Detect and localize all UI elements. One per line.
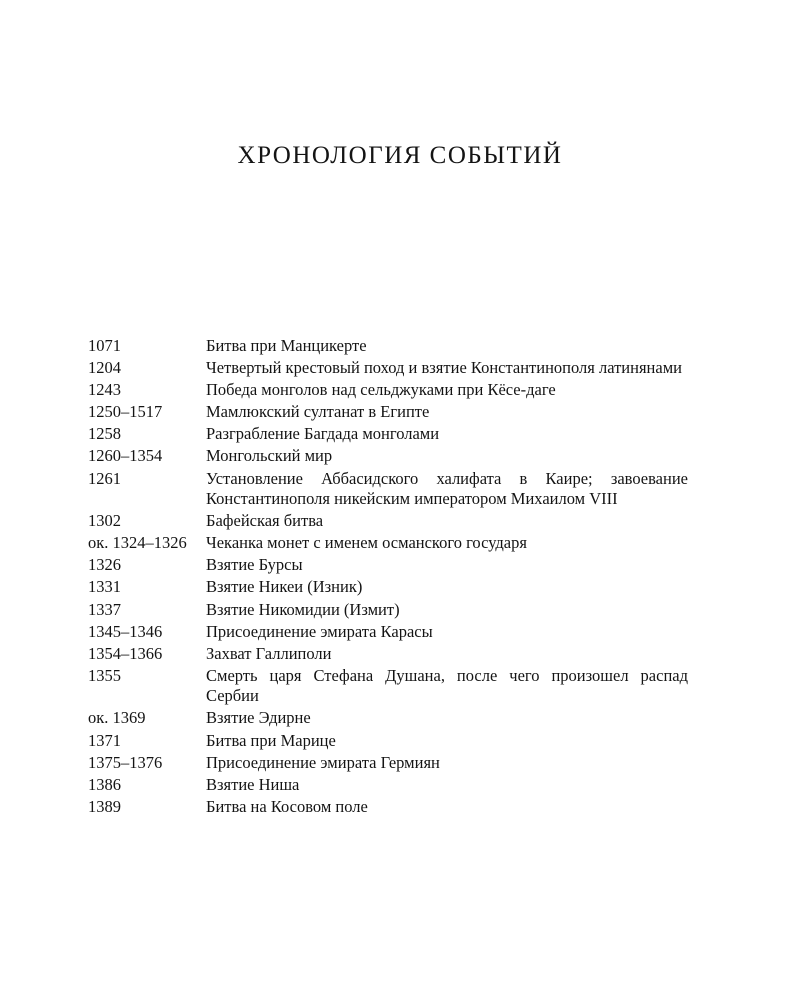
chronology-entry	[88, 402, 688, 423]
chronology-entry	[88, 731, 688, 752]
entry-event: Взятие Ниша	[206, 774, 300, 794]
entry-event: Взятие Эдирне	[206, 708, 311, 728]
entry-event: Взятие Никеи (Изник)	[206, 577, 363, 597]
entry-event: Установление Аббасидского халифата в Каире; завоевание Константинополя никейским императором Михаилом VIII	[206, 468, 688, 509]
chronology-entry	[88, 533, 688, 554]
entry-date: 1326	[88, 555, 121, 575]
chronology-entry	[88, 380, 688, 401]
entry-date: ок. 1369	[88, 708, 146, 728]
chronology-entry	[88, 644, 688, 665]
entry-event: Чеканка монет с именем османского государя	[206, 533, 527, 553]
entry-event: Бафейская битва	[206, 511, 324, 531]
chronology-entry	[88, 424, 688, 445]
entry-event: Битва при Манцикерте	[206, 336, 367, 355]
entry-event: Взятие Бурсы	[206, 555, 303, 575]
entry-date: 1258	[88, 424, 121, 444]
entry-event: Битва на Косовом поле	[206, 796, 368, 816]
chronology-entry	[88, 555, 688, 576]
entry-date: 1260–1354	[88, 446, 163, 466]
chronology-entry	[88, 577, 688, 598]
entry-date: ок. 1324–1326	[88, 533, 187, 553]
entry-event: Четвертый крестовый поход и взятие Константинополя латинянами	[206, 358, 682, 378]
entry-date: 1371	[88, 730, 121, 750]
chronology-entry	[88, 358, 688, 379]
entry-event: Захват Галлиполи	[206, 643, 332, 663]
entry-event: Присоединение эмирата Гермиян	[206, 752, 440, 772]
entry-date: 1355	[88, 665, 121, 685]
entry-date: 1302	[88, 511, 121, 531]
entry-date: 1243	[88, 380, 121, 400]
chronology-entry	[88, 666, 688, 707]
entry-date: 1204	[88, 358, 121, 378]
chronology-entry	[88, 753, 688, 774]
entry-date: 1345–1346	[88, 621, 163, 641]
chronology-entry	[88, 469, 688, 510]
entry-date: 1386	[88, 774, 121, 794]
entry-date: 1354–1366	[88, 643, 163, 663]
chronology-entry	[88, 600, 688, 621]
entry-date: 1375–1376	[88, 752, 163, 772]
entry-event: Присоединение эмирата Карасы	[206, 621, 433, 641]
entry-event: Мамлюкский султанат в Египте	[206, 402, 430, 422]
entry-date: 1389	[88, 796, 121, 816]
entry-date: 1331	[88, 577, 121, 597]
entry-event: Разграбление Багдада монголами	[206, 424, 440, 444]
entry-event: Монгольский мир	[206, 446, 333, 466]
entry-date: 1071	[88, 336, 121, 355]
page-title: ХРОНОЛОГИЯ СОБЫТИЙ	[237, 142, 563, 169]
chronology-entry	[88, 797, 688, 818]
entry-date: 1261	[88, 468, 121, 488]
entry-event: Победа монголов над сельджуками при Кёсе-даге	[206, 380, 556, 400]
chronology-entry	[88, 775, 688, 796]
entry-date: 1337	[88, 599, 121, 619]
entry-date: 1250–1517	[88, 402, 163, 422]
chronology-entry	[88, 708, 688, 729]
chronology-entry	[88, 622, 688, 643]
chronology-entry	[88, 336, 688, 357]
chronology-list	[88, 336, 688, 819]
entry-event: Битва при Марице	[206, 730, 336, 750]
entry-event: Смерть царя Стефана Душана, после чего произошел распад Сербии	[206, 665, 688, 706]
entry-event: Взятие Никомидии (Измит)	[206, 599, 400, 619]
chronology-entry	[88, 446, 688, 467]
chronology-entry	[88, 511, 688, 532]
